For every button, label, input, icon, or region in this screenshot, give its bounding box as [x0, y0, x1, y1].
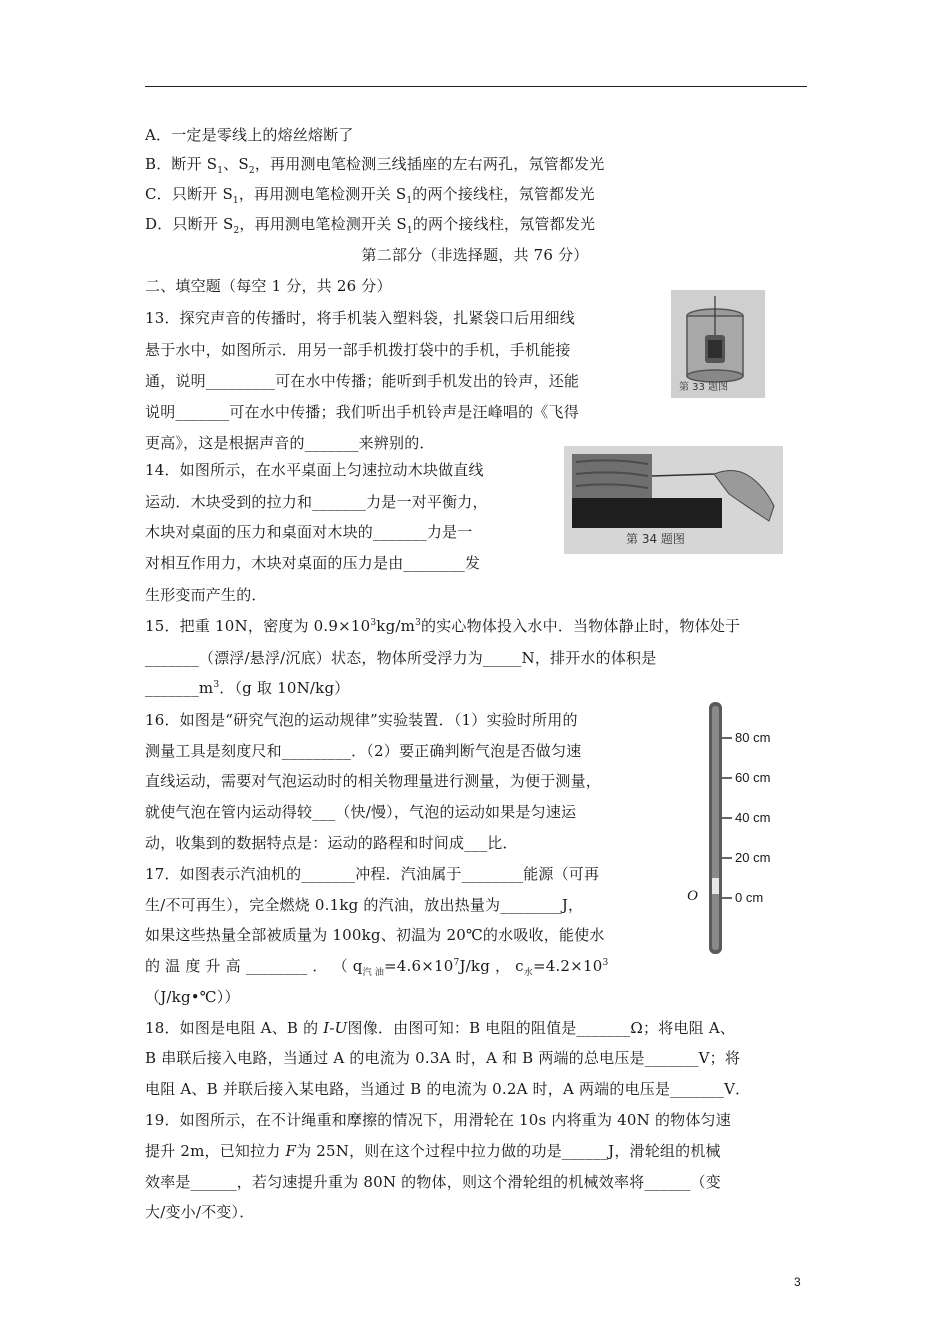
q18-line-3: 电阻 A、B 并联后接入某电路，当通过 B 的电流为 0.2A 时，A 两端的电压是_______V． [145, 1080, 751, 1098]
q15-line-3: $\_\_\_\_\_\_\_m^3$．（g 取 10N/kg） [145, 679, 350, 697]
tube-origin-label: O [687, 888, 698, 904]
q19-line-4: 大/变小/不变）． [145, 1203, 255, 1221]
q14-line: 运动．木块受到的拉力和_______力是一对平衡力， [145, 493, 488, 511]
tube-label-40: 40 cm [735, 810, 771, 825]
q14-line: 14．如图所示，在水平桌面上匀速拉动木块做直线 [145, 461, 484, 479]
option-b: B．断开 $S_1$、$S_2$，再用测电笔检测三线插座的左右两孔，氖管都发光 [145, 155, 605, 176]
q19-line-2: 提升 2m，已知拉力 F为 25N，则在这个过程中拉力做的功是______J，滑轮组的机械 [145, 1142, 721, 1160]
header-rule [145, 86, 807, 87]
q18-line-2: B 串联后接入电路，当通过 A 的电流为 0.3A 时，A 和 B 两端的总电压是_______V；将 [145, 1049, 741, 1067]
option-d: D．只断开 $S_2$，再用测电笔检测开关 $S_1$的两个接线柱，氖管都发光 [145, 215, 596, 236]
q15-line-2: _______（漂浮/悬浮/沉底）状态，物体所受浮力为_____N，排开水的体积是 [145, 649, 657, 667]
tube-label-20: 20 cm [735, 850, 771, 865]
figure-33-caption: 第 33 题图 [679, 382, 729, 393]
section2-title: 二、填空题（每空 1 分，共 26 分） [145, 277, 392, 295]
q16-line: 测量工具是刻度尺和_________．（2）要正确判断气泡是否做匀速 [145, 742, 582, 760]
tube-label-80: 80 cm [735, 730, 771, 745]
option-c: C．只断开 $S_1$，再用测电笔检测开关 $S_1$的两个接线柱，氖管都发光 [145, 185, 595, 206]
q19-line-3: 效率是______，若匀速提升重为 80N 的物体，则这个滑轮组的机械效率将______（变 [145, 1173, 721, 1191]
q14-line: 木块对桌面的压力和桌面对木块的_______力是一 [145, 523, 473, 541]
q17-line-4: 的 温 度 升 高 ________ ． （ $q_{汽 油}=4.6\times 10^7J/kg$ ， $c_水=4.2\times 10^3$ [145, 957, 609, 978]
tube-label-60: 60 cm [735, 770, 771, 785]
q14-line: 生形变而产生的． [145, 586, 267, 604]
q17-line-2: 生/不可再生），完全燃烧 0.1kg 的汽油，放出热量为________J， [145, 896, 584, 914]
q13-line: 悬于水中，如图所示．用另一部手机拨打袋中的手机，手机能接 [145, 341, 571, 359]
figure-34-caption: 第 34 题图 [626, 532, 685, 546]
q16-line: 动，收集到的数据特点是：运动的路程和时间成___比． [145, 834, 518, 852]
q15-line-1: 15．把重 10N，密度为 $0.9\times 10^3kg/m^3$的实心物体投入水中．当物体静止时，物体处于 [145, 617, 741, 635]
q16-line: 就使气泡在管内运动得较___（快/慢），气泡的运动如果是匀速运 [145, 803, 577, 821]
q16-line: 16．如图是“研究气泡的运动规律”实验装置．（1）实验时所用的 [145, 711, 578, 729]
q14-line: 对相互作用力，木块对桌面的压力是由________发 [145, 554, 481, 572]
q16-line: 直线运动，需要对气泡运动时的相关物理量进行测量，为便于测量， [145, 772, 602, 790]
figure-34-photo [564, 446, 783, 554]
part2-title: 第二部分（非选择题，共 76 分） [361, 246, 589, 264]
q13-line: 更高》，这是根据声音的_______来辨别的． [145, 434, 435, 452]
figure-33-photo [671, 290, 765, 398]
q18-line-1: 18．如图是电阻 A、B 的 I-U图像．由图可知：B 电阻的阻值是_______Ω；将电阻 A、 [145, 1019, 736, 1037]
option-a: A．一定是零线上的熔丝熔断了 [145, 126, 354, 144]
q13-line: 通，说明_________可在水中传播；能听到手机发出的铃声，还能 [145, 372, 580, 390]
q17-line-5: （J/kg•℃）） [145, 988, 240, 1006]
q19-line-1: 19．如图所示，在不计绳重和摩擦的情况下，用滑轮在 10s 内将重为 40N 的物体匀速 [145, 1111, 731, 1129]
bubble-tube-figure [683, 700, 793, 958]
q13-line: 13．探究声音的传播时，将手机装入塑料袋，扎紧袋口后用细线 [145, 309, 575, 327]
tube-label-0: 0 cm [735, 890, 764, 905]
q17-line-1: 17．如图表示汽油机的_______冲程．汽油属于________能源（可再 [145, 865, 600, 883]
q13-line: 说明_______可在水中传播；我们听出手机铃声是汪峰唱的《飞得 [145, 403, 579, 421]
q17-line-3: 如果这些热量全部被质量为 100kg、初温为 20℃的水吸收，能使水 [145, 926, 605, 944]
page-number: 3 [794, 1275, 801, 1289]
